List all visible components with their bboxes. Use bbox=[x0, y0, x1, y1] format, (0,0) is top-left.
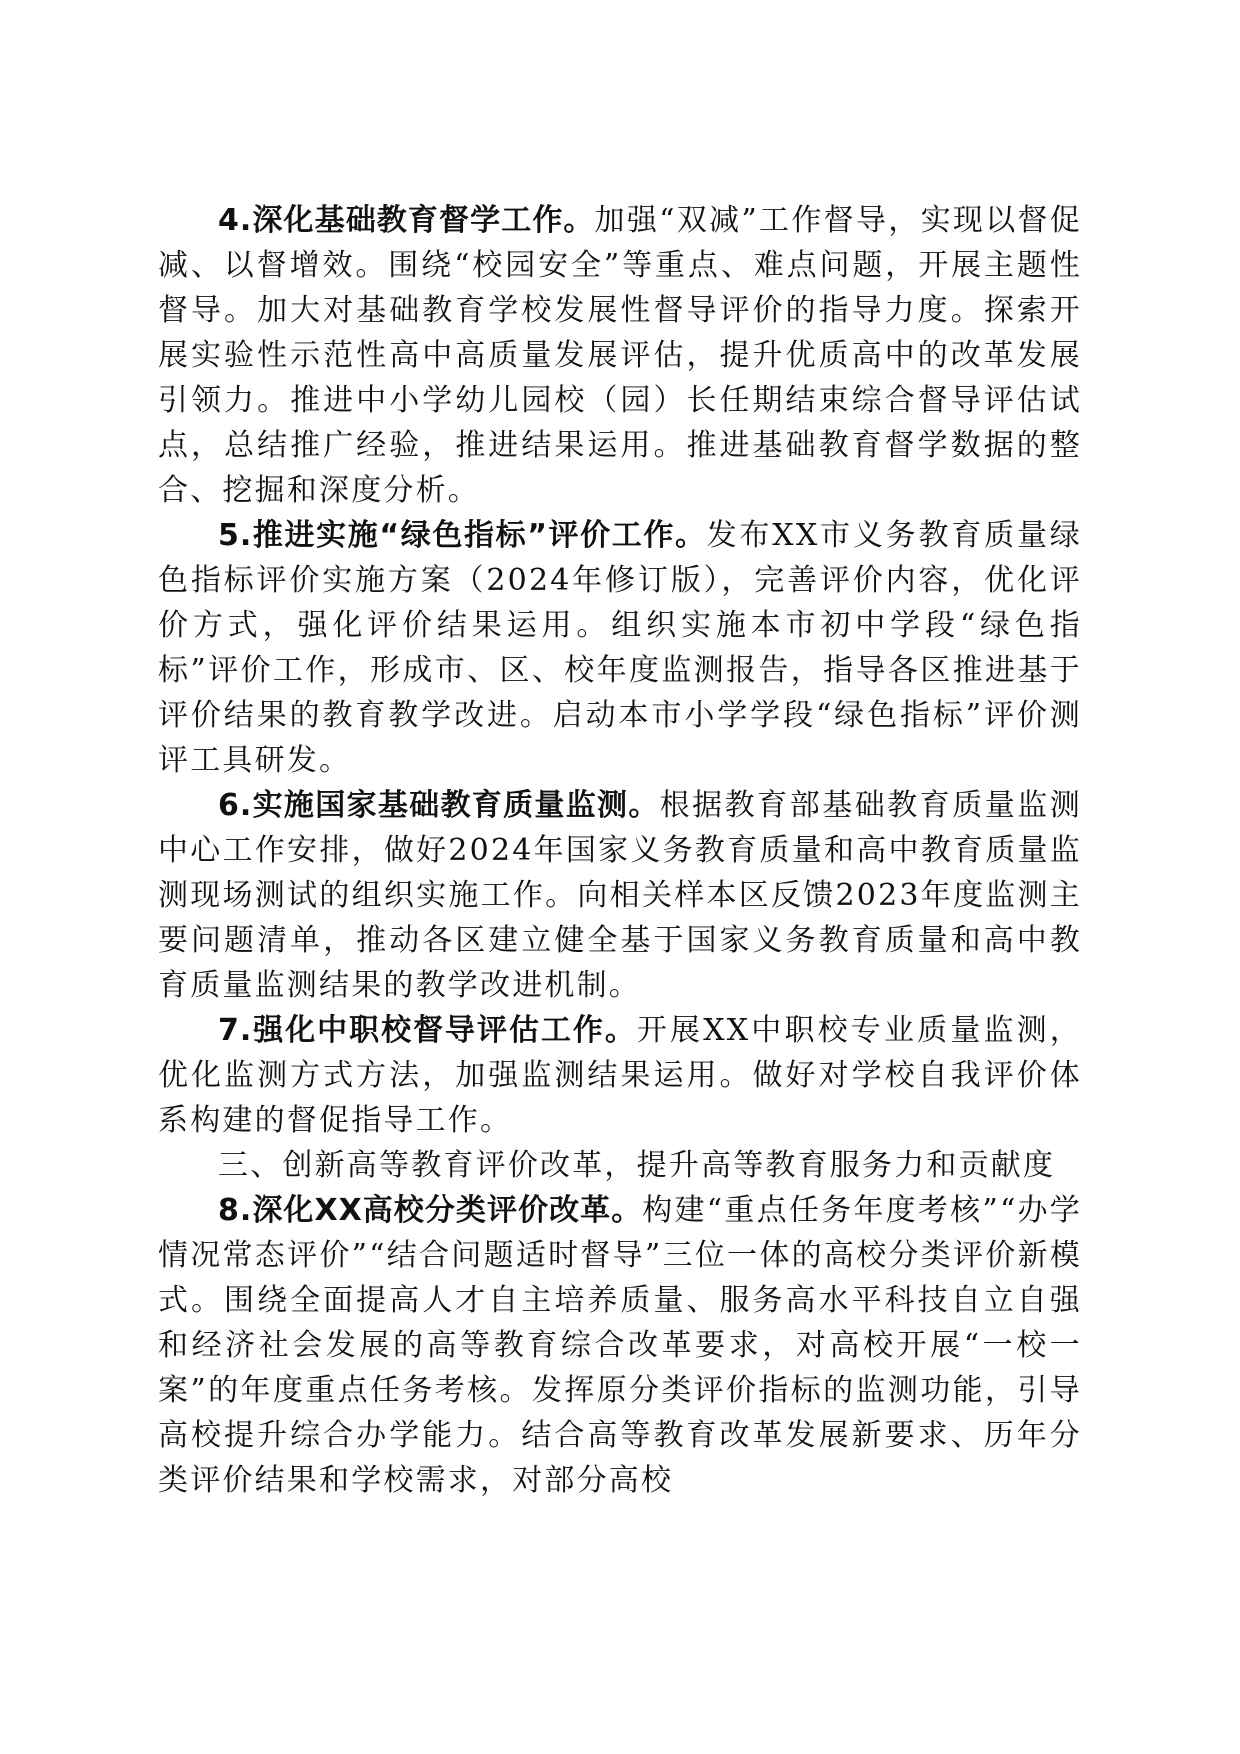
paragraph-5-lead: 5.推进实施“绿色指标”评价工作。 bbox=[218, 518, 707, 553]
document-page bbox=[158, 198, 1082, 1503]
paragraph-4-body: 加强“双减”工作督导，实现以督促减、以督增效。围绕“校园安全”等重点、难点问题，开展主题性督导。加大对基础教育学校发展性督导评价的指导力度。探索开展实验性示范性高中高质量发展评估，提升优质高中的改革发展引领力。推进中小学幼儿园校（园）长任期结束综合督导评估试点，总结推广经验，推进结果运用。推进基础教育督学数据的整合、挖掘和深度分析。 bbox=[158, 203, 1083, 508]
paragraph-8-lead: 8.深化XX高校分类评价改革。 bbox=[218, 1193, 643, 1228]
paragraph-7-body: 开展XX中职校专业质量监测，优化监测方式方法，加强监测结果运用。做好对学校自我评价体系构建的督促指导工作。 bbox=[158, 1013, 1082, 1138]
paragraph-5 bbox=[158, 513, 1082, 783]
paragraph-7-lead: 7.强化中职校督导评估工作。 bbox=[218, 1013, 637, 1048]
paragraph-8 bbox=[158, 1188, 1082, 1503]
paragraph-8-body: 构建“重点任务年度考核”“办学情况常态评价”“结合问题适时督导”三位一体的高校分类评价新模式。围绕全面提高人才自主培养质量、服务高水平科技自立自强和经济社会发展的高等教育综合改革要求，对高校开展“一校一案”的年度重点任务考核。发挥原分类评价指标的监测功能，引导高校提升综合办学能力。结合高等教育改革发展新要求、历年分类评价结果和学校需求，对部分高校 bbox=[158, 1193, 1083, 1498]
paragraph-5-body: 发布XX市义务教育质量绿色指标评价实施方案（2024年修订版），完善评价内容，优化评价方式，强化评价结果运用。组织实施本市初中学段“绿色指标”评价工作，形成市、区、校年度监测报告，指导各区推进基于评价结果的教育教学改进。启动本市小学学段“绿色指标”评价测评工具研发。 bbox=[158, 518, 1082, 778]
section-heading: 三、创新高等教育评价改革，提升高等教育服务力和贡献度 bbox=[218, 1148, 1056, 1183]
paragraph-7 bbox=[158, 1008, 1082, 1143]
paragraph-6 bbox=[158, 783, 1082, 1008]
paragraph-6-lead: 6.实施国家基础教育质量监测。 bbox=[218, 788, 660, 823]
paragraph-4-lead: 4.深化基础教育督学工作。 bbox=[218, 203, 595, 238]
paragraph-4 bbox=[158, 198, 1082, 513]
paragraph-6-body: 根据教育部基础教育质量监测中心工作安排，做好2024年国家义务教育质量和高中教育质量监测现场测试的组织实施工作。向相关样本区反馈2023年度监测主要问题清单，推动各区建立健全基于国家义务教育质量和高中教育质量监测结果的教学改进机制。 bbox=[158, 788, 1082, 1003]
